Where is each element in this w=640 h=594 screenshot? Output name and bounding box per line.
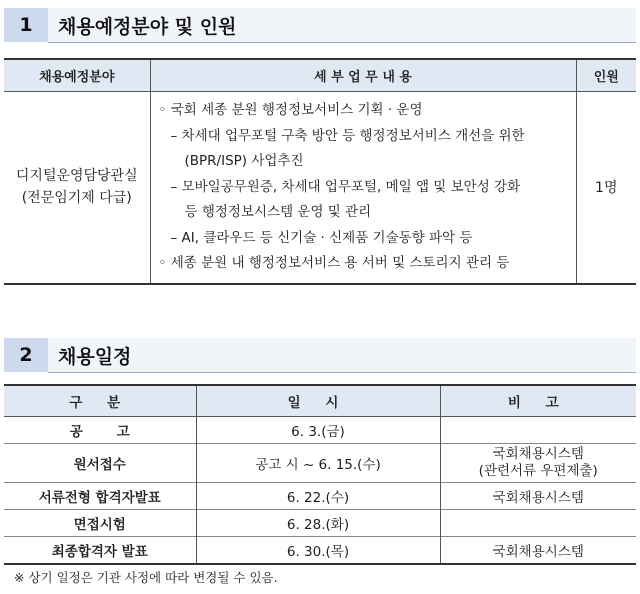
duty-line: – 차세대 업무포털 구축 방안 등 행정정보서비스 개선을 위한	[170, 127, 525, 144]
row-note: 국회채용시스템	[440, 483, 636, 510]
row-label: 원서접수	[4, 444, 196, 483]
count-cell: 1명	[576, 92, 636, 284]
row-date: 공고 시 ~ 6. 15.(수)	[196, 444, 440, 483]
header-category: 구 분	[4, 385, 196, 417]
section-2-header	[4, 338, 636, 372]
row-date: 6. 30.(목)	[196, 537, 440, 565]
duty-line: 등 행정정보시스템 운영 및 관리	[184, 204, 372, 220]
duty-line: – 모바일공무원증, 차세대 업무포털, 메일 앱 및 보안성 강화	[170, 178, 521, 195]
header-note: 비 고	[440, 385, 636, 417]
duty-line: ◦ 국회 세종 분원 행정정보서비스 기획 · 운영	[158, 102, 423, 118]
field-cell	[4, 92, 150, 284]
duties-cell	[150, 92, 576, 284]
row-note	[440, 510, 636, 537]
field-grade: (전문임기제 다급)	[21, 190, 132, 207]
row-label: 면접시험	[4, 510, 196, 537]
table-row	[4, 510, 636, 537]
schedule-table	[4, 384, 636, 565]
table-row	[4, 537, 636, 565]
section-1-number: 1	[4, 8, 48, 42]
row-note: 국회채용시스템 (관련서류 우편제출)	[440, 444, 636, 483]
row-date: 6. 28.(화)	[196, 510, 440, 537]
header-count: 인원	[576, 59, 636, 92]
section-2-number: 2	[4, 338, 48, 372]
recruitment-field-table	[4, 58, 636, 285]
row-note: 국회채용시스템	[440, 537, 636, 565]
table-row	[4, 417, 636, 444]
table-row	[4, 483, 636, 510]
row-date: 6. 3.(금)	[196, 417, 440, 444]
header-duties: 세 부 업 무 내 용	[150, 59, 576, 92]
table-row	[4, 444, 636, 483]
duty-line: (BPR/ISP) 사업추진	[184, 153, 304, 169]
section-1-header	[4, 8, 636, 42]
footnote: ※ 상기 일정은 기관 사정에 따라 변경될 수 있음.	[14, 570, 278, 585]
row-label: 서류전형 합격자발표	[4, 483, 196, 510]
row-label: 공고	[69, 424, 164, 440]
row-label: 최종합격자 발표	[4, 537, 196, 565]
header-date: 일 시	[196, 385, 440, 417]
duty-line: ◦ 세종 분원 내 행정정보서비스 용 서버 및 스토리지 관리 등	[158, 255, 510, 271]
section-1-title: 채용예정분야 및 인원	[48, 8, 636, 43]
row-date: 6. 22.(수)	[196, 483, 440, 510]
field-name: 디지털운영담당관실	[15, 168, 138, 185]
header-field: 채용예정분야	[4, 59, 150, 92]
section-2-title: 채용일정	[48, 338, 636, 373]
duty-line: – AI, 클라우드 등 신기술 · 신제품 기술동향 파악 등	[170, 229, 473, 246]
row-note	[440, 417, 636, 444]
